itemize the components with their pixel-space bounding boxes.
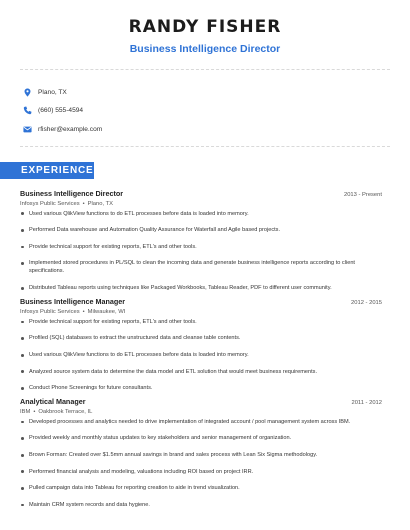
job-bullet: Developed processes and analytics needed to drive implementation of integrated account / pool management system across IBM. — [20, 418, 382, 426]
job-company: Infosys Public Services — [20, 200, 80, 207]
job-bullet: Performed Data warehouse and Automation Quality Assurance for Waterfall and Agile based projects. — [20, 226, 382, 234]
header-divider — [20, 69, 390, 70]
job-bullet: Conduct Phone Screenings for future consultants. — [20, 384, 382, 392]
resume-header — [0, 17, 410, 55]
job-company-line: IBM • Oakbrook Terrace, IL — [20, 408, 93, 415]
phone-text: (660) 555-4594 — [38, 107, 84, 115]
job-bullet: Provide technical support for existing reports, ETL's and other tools. — [20, 318, 382, 326]
job-bullet: Profiled (SQL) databases to extract the unstructured data and cleanse table contents. — [20, 334, 382, 342]
job-company-line: Infosys Public Services • Milwaukee, WI — [20, 308, 126, 315]
job-dates: 2012 - 2015 — [351, 300, 382, 307]
job-bullet: Analyzed source system data to determine the data model and ETL solution that would meet business requirements. — [20, 368, 382, 376]
job-role: Business Intelligence Director — [20, 189, 124, 198]
contact-location — [20, 83, 390, 102]
job-bullet: Pulled campaign data into Tableau for reporting creation to aide in trend visualization. — [20, 484, 382, 492]
job-dates: 2013 - Present — [343, 192, 382, 198]
job-bullet: Performed financial analysis and modeling, valuations including ROI based on project IRR. — [20, 468, 382, 476]
job-entry — [20, 189, 382, 292]
contact-phone — [20, 102, 390, 121]
job-bullet: Implemented stored procedures in PL/SQL to clean the incoming data and generate business intelligence reports according to client specifications. — [20, 259, 382, 275]
job-location: Milwaukee, WI — [87, 308, 126, 315]
job-role: Business Intelligence Manager — [20, 297, 126, 307]
experience-heading: EXPERIENCE — [0, 162, 94, 179]
job-location: Oakbrook Terrace, IL — [38, 408, 93, 415]
email-text: rfisher@example.com — [38, 125, 103, 133]
job-bullet: Brown Forman: Created over $1.5mm annual savings in brand and sales process with Lean Six Sigma methodology. — [20, 451, 382, 459]
job-bullet: Used various QlikView functions to do ETL processes before data is loaded into memory. — [20, 351, 382, 359]
email-icon — [20, 122, 34, 136]
phone-icon — [20, 104, 34, 118]
candidate-title: Business Intelligence Director — [129, 43, 281, 55]
contact-info — [20, 83, 390, 139]
location-text: Plano, TX — [38, 88, 67, 96]
job-company-line: Infosys Public Services • Plano, TX — [20, 200, 113, 207]
job-role: Analytical Manager — [20, 397, 86, 407]
location-pin-icon — [20, 85, 34, 99]
job-bullet: Used various QlikView functions to do ETL processes before data is loaded into memory. — [20, 210, 382, 218]
job-company: IBM — [20, 408, 31, 415]
job-location: Plano, TX — [87, 200, 113, 207]
job-company: Infosys Public Services — [20, 308, 80, 315]
contact-email — [20, 120, 390, 139]
candidate-name: RANDY FISHER — [128, 17, 282, 37]
job-dates: 2011 - 2012 — [351, 400, 382, 407]
job-bullet: Provided weekly and monthly status updates to key stakeholders and senior management of organization. — [20, 434, 382, 442]
experience-section — [20, 189, 382, 514]
job-bullet: Provide technical support for existing reports, ETL's and other tools. — [20, 243, 382, 251]
job-entry — [20, 297, 382, 392]
job-bullet: Maintain CRM system records and data hygiene. — [20, 501, 382, 509]
job-entry — [20, 397, 382, 509]
job-bullet: Distributed Tableau reports using techniques like Packaged Workbooks, Tableau Reader, PDF to different user community. — [20, 284, 382, 292]
contact-divider — [20, 146, 390, 147]
